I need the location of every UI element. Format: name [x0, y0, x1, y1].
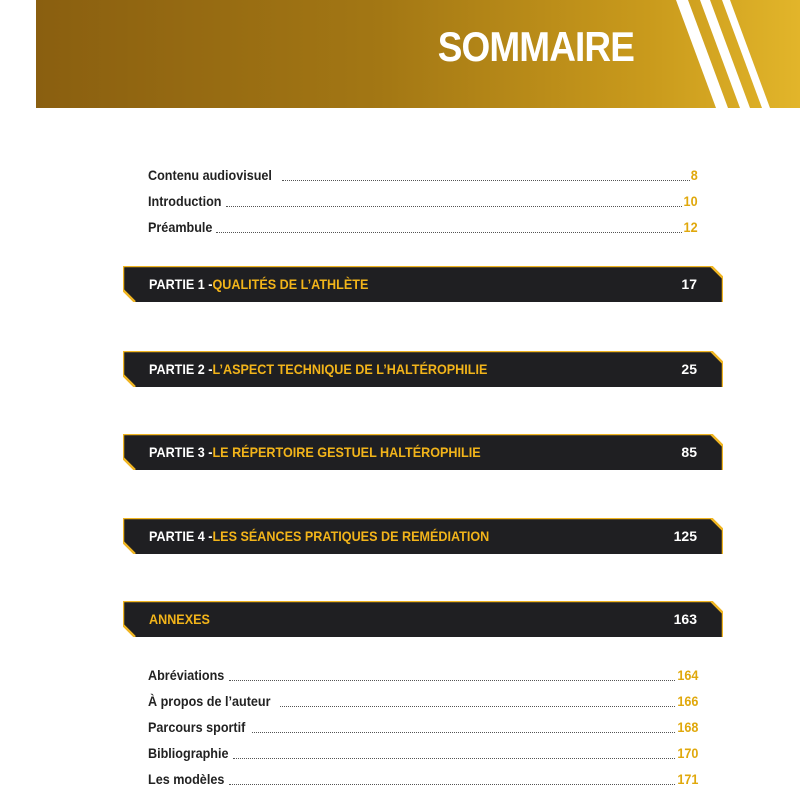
- part-title: ANNEXES: [149, 611, 210, 627]
- dot-leader: [226, 206, 683, 207]
- toc-entry[interactable]: [148, 664, 698, 684]
- part-title: QUALITÉS DE L’ATHLÈTE: [212, 276, 369, 292]
- toc-entry-page: 170: [676, 745, 698, 761]
- toc-entry-page: 10: [683, 193, 698, 209]
- dot-leader: [280, 706, 675, 707]
- toc-entry[interactable]: [148, 190, 698, 210]
- part-prefix: PARTIE 1 -: [149, 276, 213, 292]
- toc-entry[interactable]: [148, 768, 698, 788]
- dot-leader: [229, 784, 675, 785]
- part-bar[interactable]: [123, 434, 723, 470]
- part-page: 85: [681, 444, 697, 460]
- part-prefix: PARTIE 4 -: [149, 528, 213, 544]
- part-prefix: PARTIE 3 -: [149, 444, 213, 460]
- toc-entry[interactable]: [148, 164, 698, 184]
- toc-entry[interactable]: [148, 742, 698, 762]
- page-title: SOMMAIRE: [437, 23, 634, 70]
- part-prefix: PARTIE 2 -: [149, 361, 213, 377]
- toc-entry-label: Bibliographie: [148, 745, 229, 761]
- toc-entry-page: 166: [676, 693, 698, 709]
- part-bar-annexes[interactable]: [123, 601, 723, 637]
- part-bar-shape: [123, 601, 723, 637]
- part-title: LES SÉANCES PRATIQUES DE REMÉDIATION: [212, 528, 490, 544]
- dot-leader: [252, 732, 675, 733]
- toc-entry-label: Les modèles: [148, 771, 225, 787]
- part-bar[interactable]: [123, 518, 723, 554]
- part-page: 25: [681, 361, 697, 377]
- header-banner: [0, 0, 800, 108]
- toc-entry-page: 171: [676, 771, 698, 787]
- dot-leader: [282, 180, 691, 181]
- toc-entry-label: À propos de l’auteur: [148, 693, 271, 709]
- toc-entry-label: Abréviations: [148, 667, 225, 683]
- toc-entry-page: 12: [683, 219, 698, 235]
- part-page: 125: [673, 528, 697, 544]
- toc-entry[interactable]: [148, 690, 698, 710]
- toc-entry-label: Introduction: [148, 193, 222, 209]
- header-band-graphic: [0, 0, 800, 108]
- part-page: 17: [681, 276, 697, 292]
- part-page: 163: [673, 611, 697, 627]
- part-bar[interactable]: [123, 351, 723, 387]
- part-title: LE RÉPERTOIRE GESTUEL HALTÉROPHILIE: [212, 444, 481, 460]
- toc-entry[interactable]: [148, 716, 698, 736]
- dot-leader: [216, 232, 683, 233]
- toc-entry-page: 8: [690, 167, 698, 183]
- dot-leader: [233, 758, 674, 759]
- toc-entry-page: 164: [676, 667, 698, 683]
- toc-entry[interactable]: [148, 216, 698, 236]
- part-bar[interactable]: [123, 266, 723, 302]
- toc-entry-label: Parcours sportif: [148, 719, 246, 735]
- toc-entry-label: Préambule: [148, 219, 213, 235]
- toc-entry-page: 168: [676, 719, 698, 735]
- toc-entry-label: Contenu audiovisuel: [148, 167, 272, 183]
- dot-leader: [229, 680, 675, 681]
- part-title: L’ASPECT TECHNIQUE DE L’HALTÉROPHILIE: [212, 361, 488, 377]
